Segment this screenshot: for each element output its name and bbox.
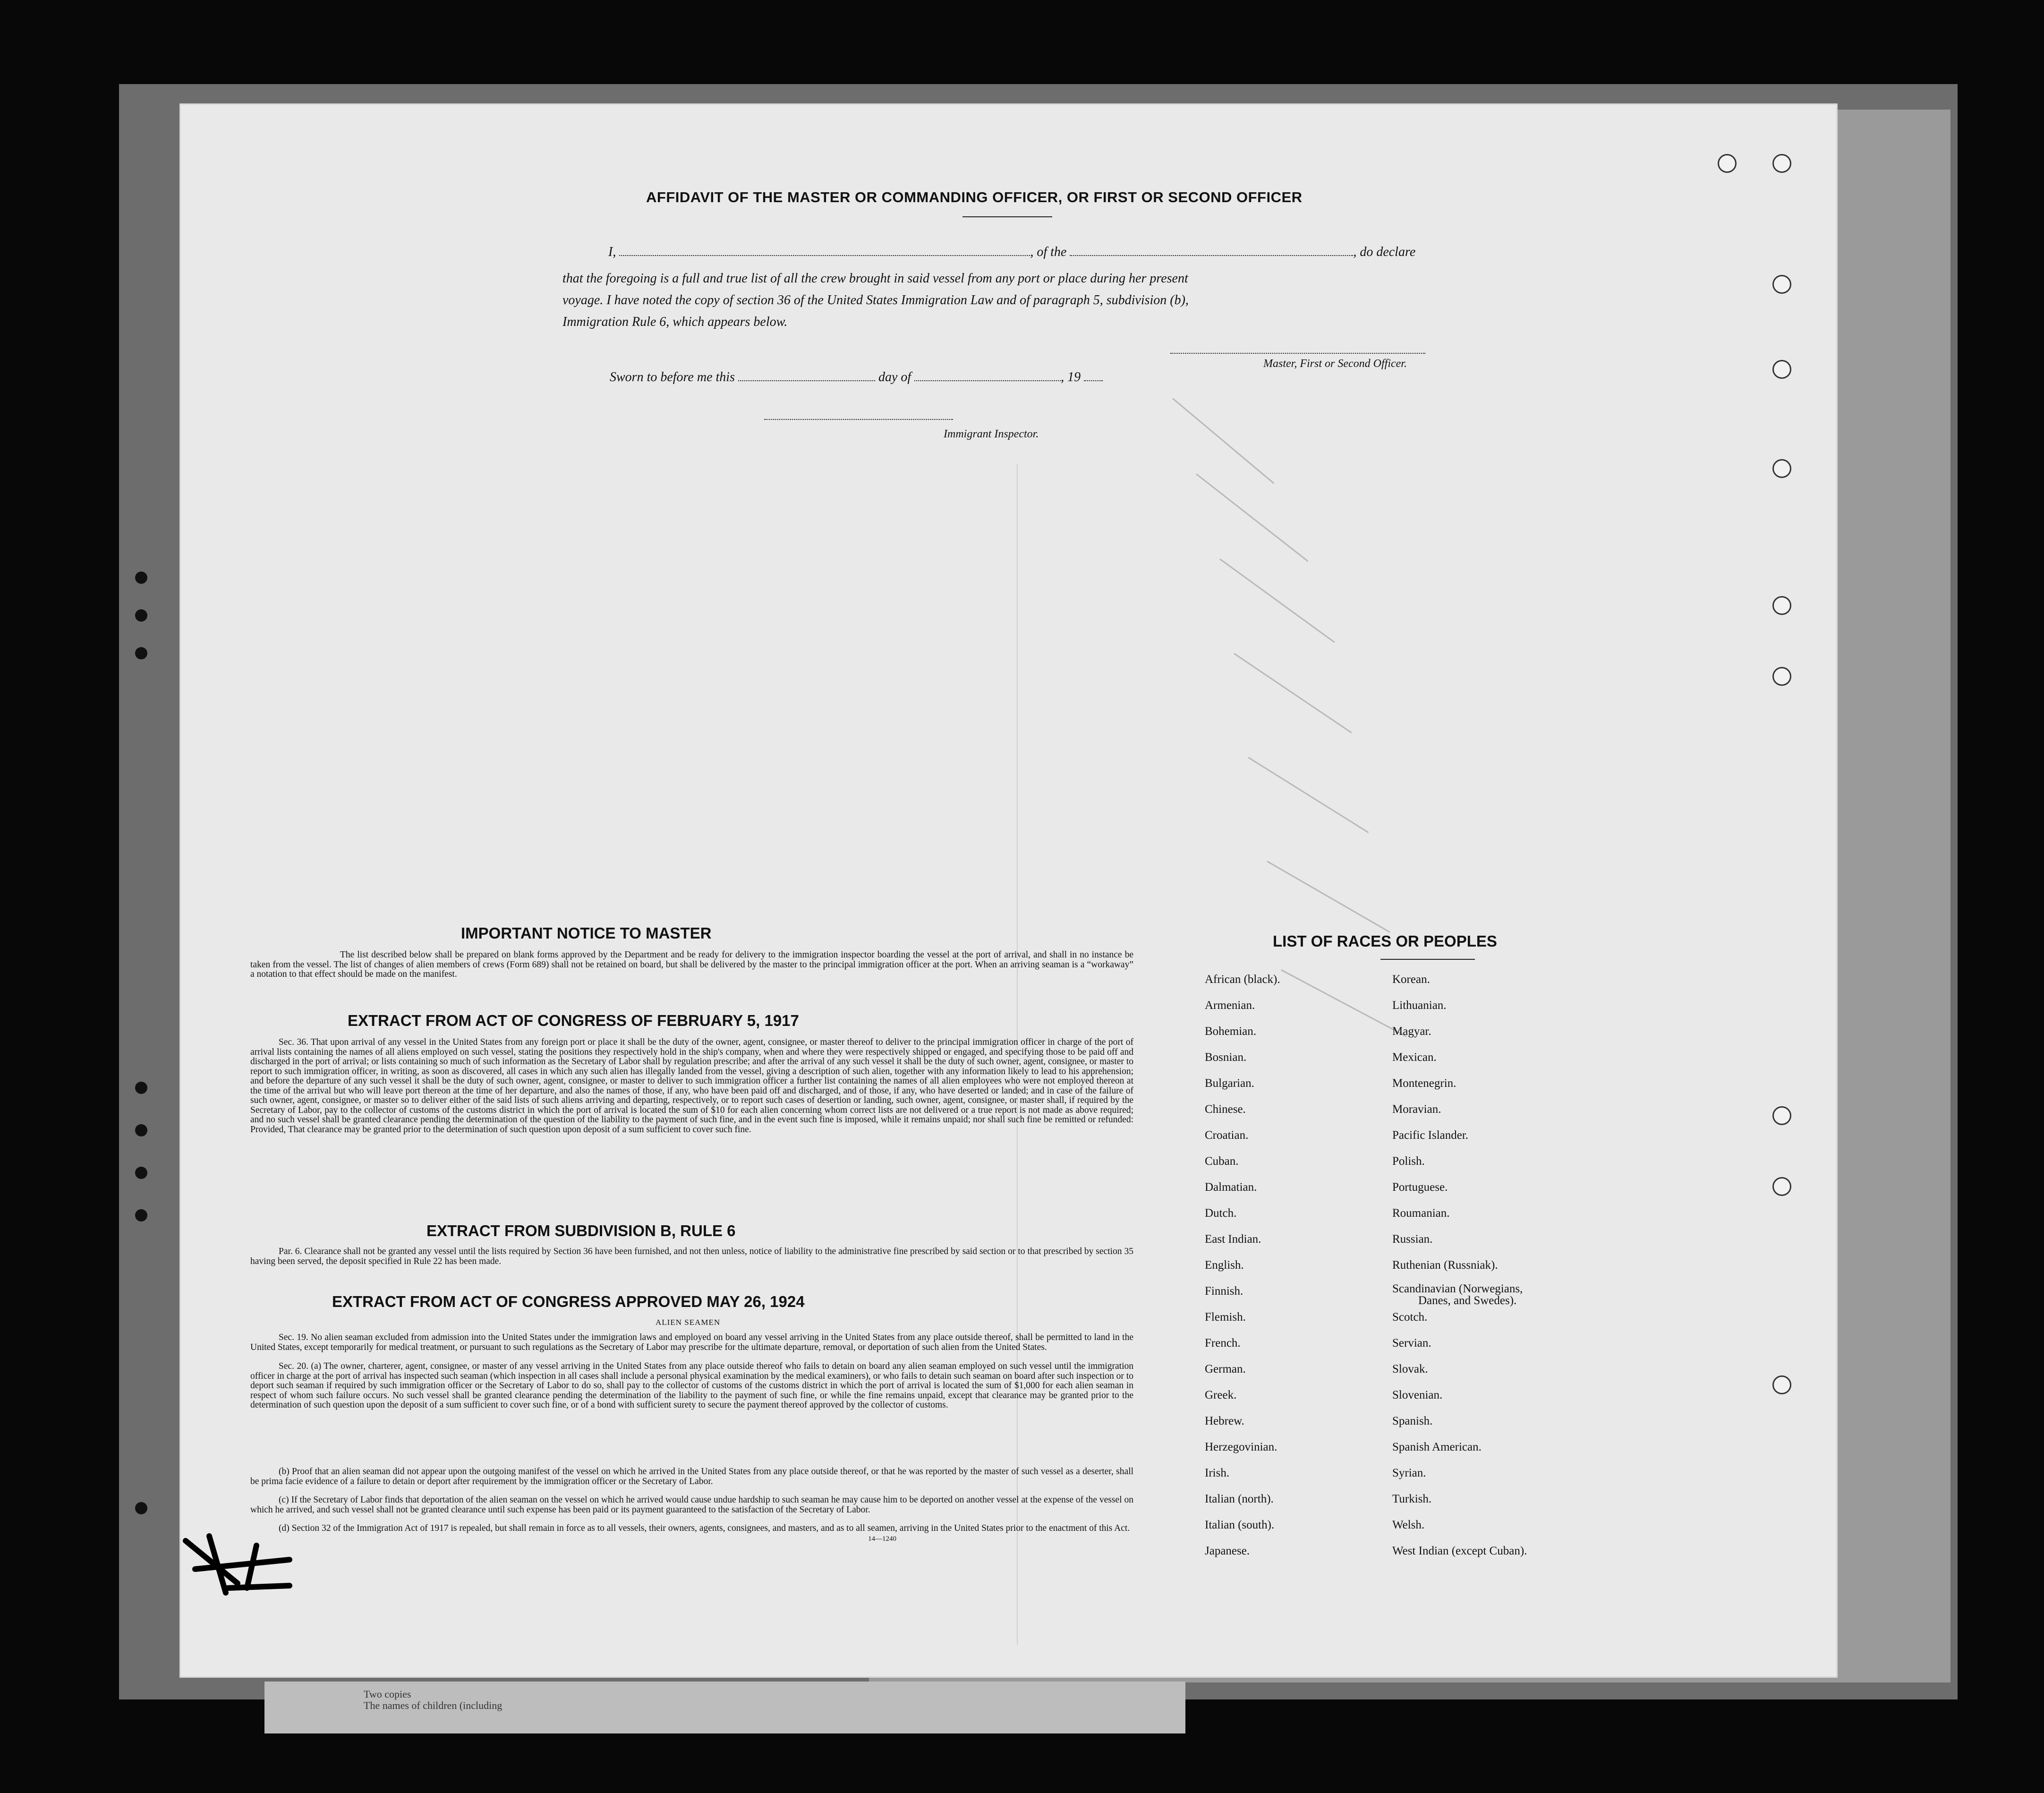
vessel-name-field[interactable] [1070,255,1353,256]
act1917-body: Sec. 36. That upon arrival of any vessel in the United States from any foreign port or place it shall be the duty of the owner, agent, consignee, or master thereof to deliver to the principal immigration officer in charge of the port of arrival lists containing the names of all aliens employed on such vessel, stating the positions they respectively hold in the ship's company, when and where they were respectively shipped or engaged, and specifying those to be paid off and discharged in the port of arrival; or lists containing so much of such information as the Secretary of Labor shall by regulation prescribe; and after the arrival of any such vessel it shall be the duty of such owner, agent, consignee, or master to report to such immigration officer, in writing, as soon as discovered, all cases in which any such alien has illegally landed from the vessel, giving a description of such alien, together with any information likely to lead to his apprehension; and before the departure of any such vessel it shall be the duty of such owner, agent, consignee, or master to deliver to such immigration officer a further list containing the names of all alien employees who were not employed thereon at the time of the arrival but who will leave port thereon at the time of her departure, and also the names of those, if any, who have been paid off and discharged, and of those, if any, who have deserted or landed; and in case of the failure of such owner, agent, consignee, or master so to deliver either of the said lists of such aliens arriving and departing, respectively, or to report such cases of desertion or landing, such owner, agent, consignee, or master shall, if required by the Secretary of Labor, pay to the collector of customs of the customs district in which the port of arrival is located the sum of $10 for each alien concerning whom correct lists are not delivered or a true report is not made as above required; and no such vessel shall be granted clearance pending the determination of the question of the liability to the payment of such fine, and in the event such fine is imposed, while it remains unpaid; nor shall such fine be remitted or refunded: Provided, That clearance may be granted prior to the determination of such question upon deposit of a sum sufficient to cover such fine. [250,1037,1133,1135]
race-item: Hebrew. [1205,1415,1244,1427]
race-item: Russian. [1392,1233,1433,1246]
affidavit-text [562,268,1189,333]
act1924-subtitle: ALIEN SEAMEN [656,1318,721,1327]
form-page [181,105,1836,1676]
race-item: Dalmatian. [1205,1181,1257,1194]
rule6-title: EXTRACT FROM SUBDIVISION B, RULE 6 [426,1222,736,1239]
race-item: Syrian. [1392,1467,1426,1479]
race-item: Japanese. [1205,1545,1250,1557]
race-item: Slovak. [1392,1363,1428,1375]
binder-hole [135,1502,147,1514]
race-item: Polish. [1392,1155,1425,1168]
act1924-sec20d: (d) Section 32 of the Immigration Act of 1917 is repealed, but shall remain in force as to all vessels, their owners, agents, consignees, and masters, and as to all seamen, arriving in the United States prior to the enactment of this Act. [279,1523,1130,1533]
race-item: Bohemian. [1205,1025,1257,1038]
title-rule [962,216,1052,217]
master-signature-label: Master, First or Second Officer. [1263,358,1407,370]
race-item: Finnish. [1205,1285,1243,1298]
inspector-label: Immigrant Inspector. [944,428,1039,440]
race-item: Moravian. [1392,1103,1441,1116]
race-item: Herzegovinian. [1205,1441,1278,1453]
race-item: Roumanian. [1392,1207,1450,1220]
sworn-line [610,370,1103,385]
punch-hole [1772,1106,1791,1125]
act1924-title: EXTRACT FROM ACT OF CONGRESS APPROVED MAY 26, 1924 [332,1293,805,1310]
sworn-day-of: day of [878,370,911,384]
sworn-day-field[interactable] [738,380,875,381]
act1924-sec20b: (b) Proof that an alien seaman did not appear upon the outgoing manifest of the vessel on which he arrived in the United States from any place outside thereof, or that he was reported by the master of such vessel as a deserter, shall be prima facie evidence of a failure to detain or deport after requirement by the immigration officer or the Secretary of Labor. [250,1467,1133,1486]
binder-hole [135,572,147,584]
race-item: Ruthenian (Russniak). [1392,1259,1498,1272]
race-item: Italian (north). [1205,1493,1274,1505]
races-title: LIST OF RACES OR PEOPLES [1273,932,1497,950]
race-item-continued: Danes, and Swedes). [1418,1294,1517,1307]
bleed-through-mark [1267,861,1390,933]
race-item: Pacific Islander. [1392,1129,1469,1142]
race-item: Montenegrin. [1392,1077,1456,1090]
race-item: German. [1205,1363,1246,1375]
bleed-through-mark [1172,398,1274,484]
race-item: West Indian (except Cuban). [1392,1545,1527,1557]
punch-hole [1772,459,1791,478]
affidavit-line1 [608,245,1415,260]
race-item: Scotch. [1392,1311,1428,1323]
form-number: 14—1240 [868,1535,896,1543]
inspector-signature-line[interactable] [764,419,953,420]
race-item: Spanish. [1392,1415,1433,1427]
race-item: English. [1205,1259,1244,1272]
sworn-year: , 19 [1061,370,1081,384]
act1917-title: EXTRACT FROM ACT OF CONGRESS OF FEBRUARY 5, 1917 [348,1012,799,1029]
bleed-through-mark [1219,558,1335,643]
sworn-text: Sworn to before me this [610,370,735,384]
race-item: Slovenian. [1392,1389,1443,1401]
binder-hole [135,609,147,622]
race-item: Irish. [1205,1467,1230,1479]
race-item: African (black). [1205,973,1280,986]
punch-hole [1718,154,1737,173]
binder-hole [135,1209,147,1221]
affidavit-line3: voyage. I have noted the copy of section 36 of the United States Immigration Law and of paragraph 5, subdivision (b), [562,293,1189,307]
affidavit-title: AFFIDAVIT OF THE MASTER OR COMMANDING OFFICER, OR FIRST OR SECOND OFFICER [646,189,1303,205]
sworn-month-field[interactable] [914,380,1061,381]
race-item: Korean. [1392,973,1430,986]
race-item: Welsh. [1392,1519,1425,1531]
underlying-text-line: Two copies [364,1688,411,1700]
bleed-through-mark [1234,653,1352,733]
underlying-text-line: The names of children (including [364,1699,502,1711]
bleed-through-mark [1281,969,1406,1037]
punch-hole [1772,667,1791,686]
officer-name-field[interactable] [619,255,1030,256]
underlying-page-text [364,1689,502,1711]
handwritten-cross-mark [181,1531,308,1597]
binder-hole [135,647,147,659]
rule6-body: Par. 6. Clearance shall not be granted any vessel until the lists required by Section 36 have been furnished, and not then unless, notice of liability to the administrative fine prescribed by said section or to that prescribed by section 35 having been served, the deposit specified in Rule 22 has been made. [250,1247,1133,1266]
affidavit-line2: that the foregoing is a full and true list of all the crew brought in said vessel from any port or place during her present [562,271,1188,286]
race-item: Spanish American. [1392,1441,1482,1453]
affidavit-i: I, [608,245,616,259]
race-item: Italian (south). [1205,1519,1275,1531]
bleed-through-mark [1248,757,1369,833]
race-item: Chinese. [1205,1103,1246,1116]
race-item: Bulgarian. [1205,1077,1254,1090]
race-item: East Indian. [1205,1233,1261,1246]
punch-hole [1772,154,1791,173]
race-item: Lithuanian. [1392,999,1447,1012]
affidavit-line4: Immigration Rule 6, which appears below. [562,315,788,329]
act1924-sec20a: Sec. 20. (a) The owner, charterer, agent, consignee, or master of any vessel arriving in the United States from any place outside thereof who fails to detain on board any alien seaman employed on such vessel until the immigration officer in charge at the port of arrival has inspected such seaman (which inspection in all cases shall include a personal physical examination by the medical examiners), or who fails to detain such seaman on board after such inspection or to deport such seaman if required by such immigration officer or the Secretary of Labor to do so, shall pay to the collector of customs of the customs district in which the port of arrival is located the sum of $1,000 for each alien seaman in respect of whom such failure occurs. No such vessel shall be granted clearance pending the determination of the liability to the payment of such fine, or while the fine remains unpaid, except that clearance may be granted prior to the determination of such question upon the deposit of a sum sufficient to cover such fine, or of a bond with sufficient surety to secure the payment thereof approved by the collector of customs. [250,1361,1133,1410]
race-item: Dutch. [1205,1207,1237,1220]
binder-hole [135,1124,147,1136]
affidavit-of-the: , of the [1030,245,1067,259]
punch-hole [1772,596,1791,615]
race-item: Mexican. [1392,1051,1437,1064]
affidavit-declare: , do declare [1353,245,1416,259]
punch-hole [1772,360,1791,379]
bleed-through-mark [1196,473,1308,562]
act1924-sec19: Sec. 19. No alien seaman excluded from admission into the United States under the immigration laws and employed on board any vessel arriving in the United States from any place outside thereof, shall be permitted to land in the United States, except temporarily for medical treatment, or pursuant to such regulations as the Secretary of Labor may prescribe for the ultimate departure, removal, or deportation of such alien from the United States. [250,1332,1133,1352]
notice-title: IMPORTANT NOTICE TO MASTER [461,924,712,942]
sworn-year-field[interactable] [1084,380,1103,381]
race-item: French. [1205,1337,1241,1349]
races-title-rule [1380,959,1475,960]
punch-hole [1772,275,1791,294]
punch-hole [1772,1177,1791,1196]
act1924-sec20c: (c) If the Secretary of Labor finds that deportation of the alien seaman on the vessel on which he arrived would cause undue hardship to such seaman he may cause him to be deported on another vessel at the expense of the vessel on which he arrived, and such vessel shall not be granted clearance until such expense has been paid or its payment guaranteed to the satisfaction of the Secretary of Labor. [250,1495,1133,1515]
binder-hole [135,1082,147,1094]
race-item: Cuban. [1205,1155,1239,1168]
race-item: Croatian. [1205,1129,1249,1142]
race-item: Magyar. [1392,1025,1431,1038]
race-item: Bosnian. [1205,1051,1247,1064]
punch-hole [1772,1375,1791,1394]
race-item: Greek. [1205,1389,1237,1401]
race-item: Turkish. [1392,1493,1432,1505]
master-signature-line[interactable] [1170,353,1425,354]
race-item: Armenian. [1205,999,1255,1012]
race-item: Flemish. [1205,1311,1246,1323]
binder-hole [135,1167,147,1179]
race-item: Servian. [1392,1337,1431,1349]
race-item: Portuguese. [1392,1181,1448,1194]
notice-body: The list described below shall be prepared on blank forms approved by the Department and be ready for delivery to the immigration inspector boarding the vessel at the port of arrival, and shall in no instance be taken from the vessel. The list of changes of alien members of crews (Form 689) shall not be retained on board, but shall be delivered by the master to the principal immigration officer at the port. When an arriving seaman is a “workaway” a notation to that effect should be made on the manifest. [250,950,1133,979]
race-item: Scandinavian (Norwegians, [1392,1282,1523,1295]
